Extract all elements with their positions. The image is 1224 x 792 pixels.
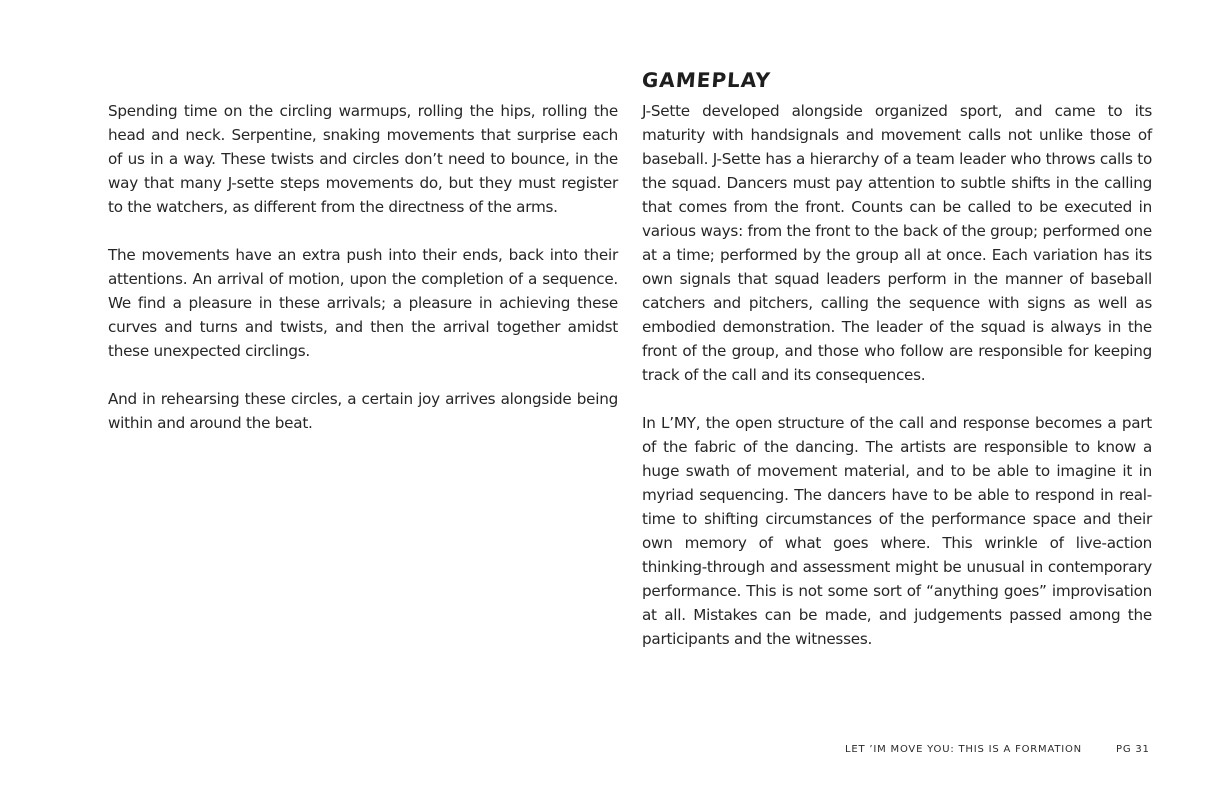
running-footer-title: LET ’IM MOVE YOU: THIS IS A FORMATION bbox=[845, 744, 1082, 755]
paragraph: J-Sette developed alongside organized sport, and came to its maturity with handsignals and movement calls not unlike those of baseball. J-Sette has a hierarchy of a team leader who throws calls to the squad. Dancers must pay attention to subtle shifts in the calling that comes from the front. Counts can be called to be executed in various ways: from the front to the back of the group; performed one at a time; performed by the group all at once. Each variation has its own signals that squad leaders perform in the manner of baseball catchers and pitchers, calling the sequence with signs as well as embodied demonstration. The leader of the squad is always in the front of the group, and those who follow are responsible for keeping track of the call and its consequences. bbox=[642, 102, 1152, 384]
section-heading: GAMEPLAY bbox=[641, 68, 772, 92]
paragraph: Spending time on the circling warmups, rolling the hips, rolling the head and neck. Serpentine, snaking movements that surprise each of us in a way. These twists and circles don’t need to bounce, in the way that many J-sette steps movements do, but they must register to the watchers, as different from the directness of the arms. bbox=[108, 102, 618, 216]
paragraph: And in rehearsing these circles, a certain joy arrives alongside being within and around the beat. bbox=[108, 390, 618, 432]
page-number: PG 31 bbox=[1116, 744, 1150, 755]
right-column bbox=[642, 99, 1152, 651]
paragraph: The movements have an extra push into their ends, back into their attentions. An arrival of motion, upon the completion of a sequence. We find a pleasure in these arrivals; a pleasure in achieving these curves and turns and twists, and then the arrival together amidst these unexpected circlings. bbox=[108, 246, 618, 360]
left-column bbox=[108, 99, 618, 435]
paragraph: In L’MY, the open structure of the call and response becomes a part of the fabric of the dancing. The artists are responsible to know a huge swath of movement material, and to be able to imagine it in myriad sequencing. The dancers have to be able to respond in real-time to shifting circumstances of the performance space and their own memory of what goes where. This wrinkle of live-action thinking-through and assessment might be unusual in contemporary performance. This is not some sort of “anything goes” improvisation at all. Mistakes can be made, and judgements passed among the participants and the witnesses. bbox=[642, 414, 1152, 648]
